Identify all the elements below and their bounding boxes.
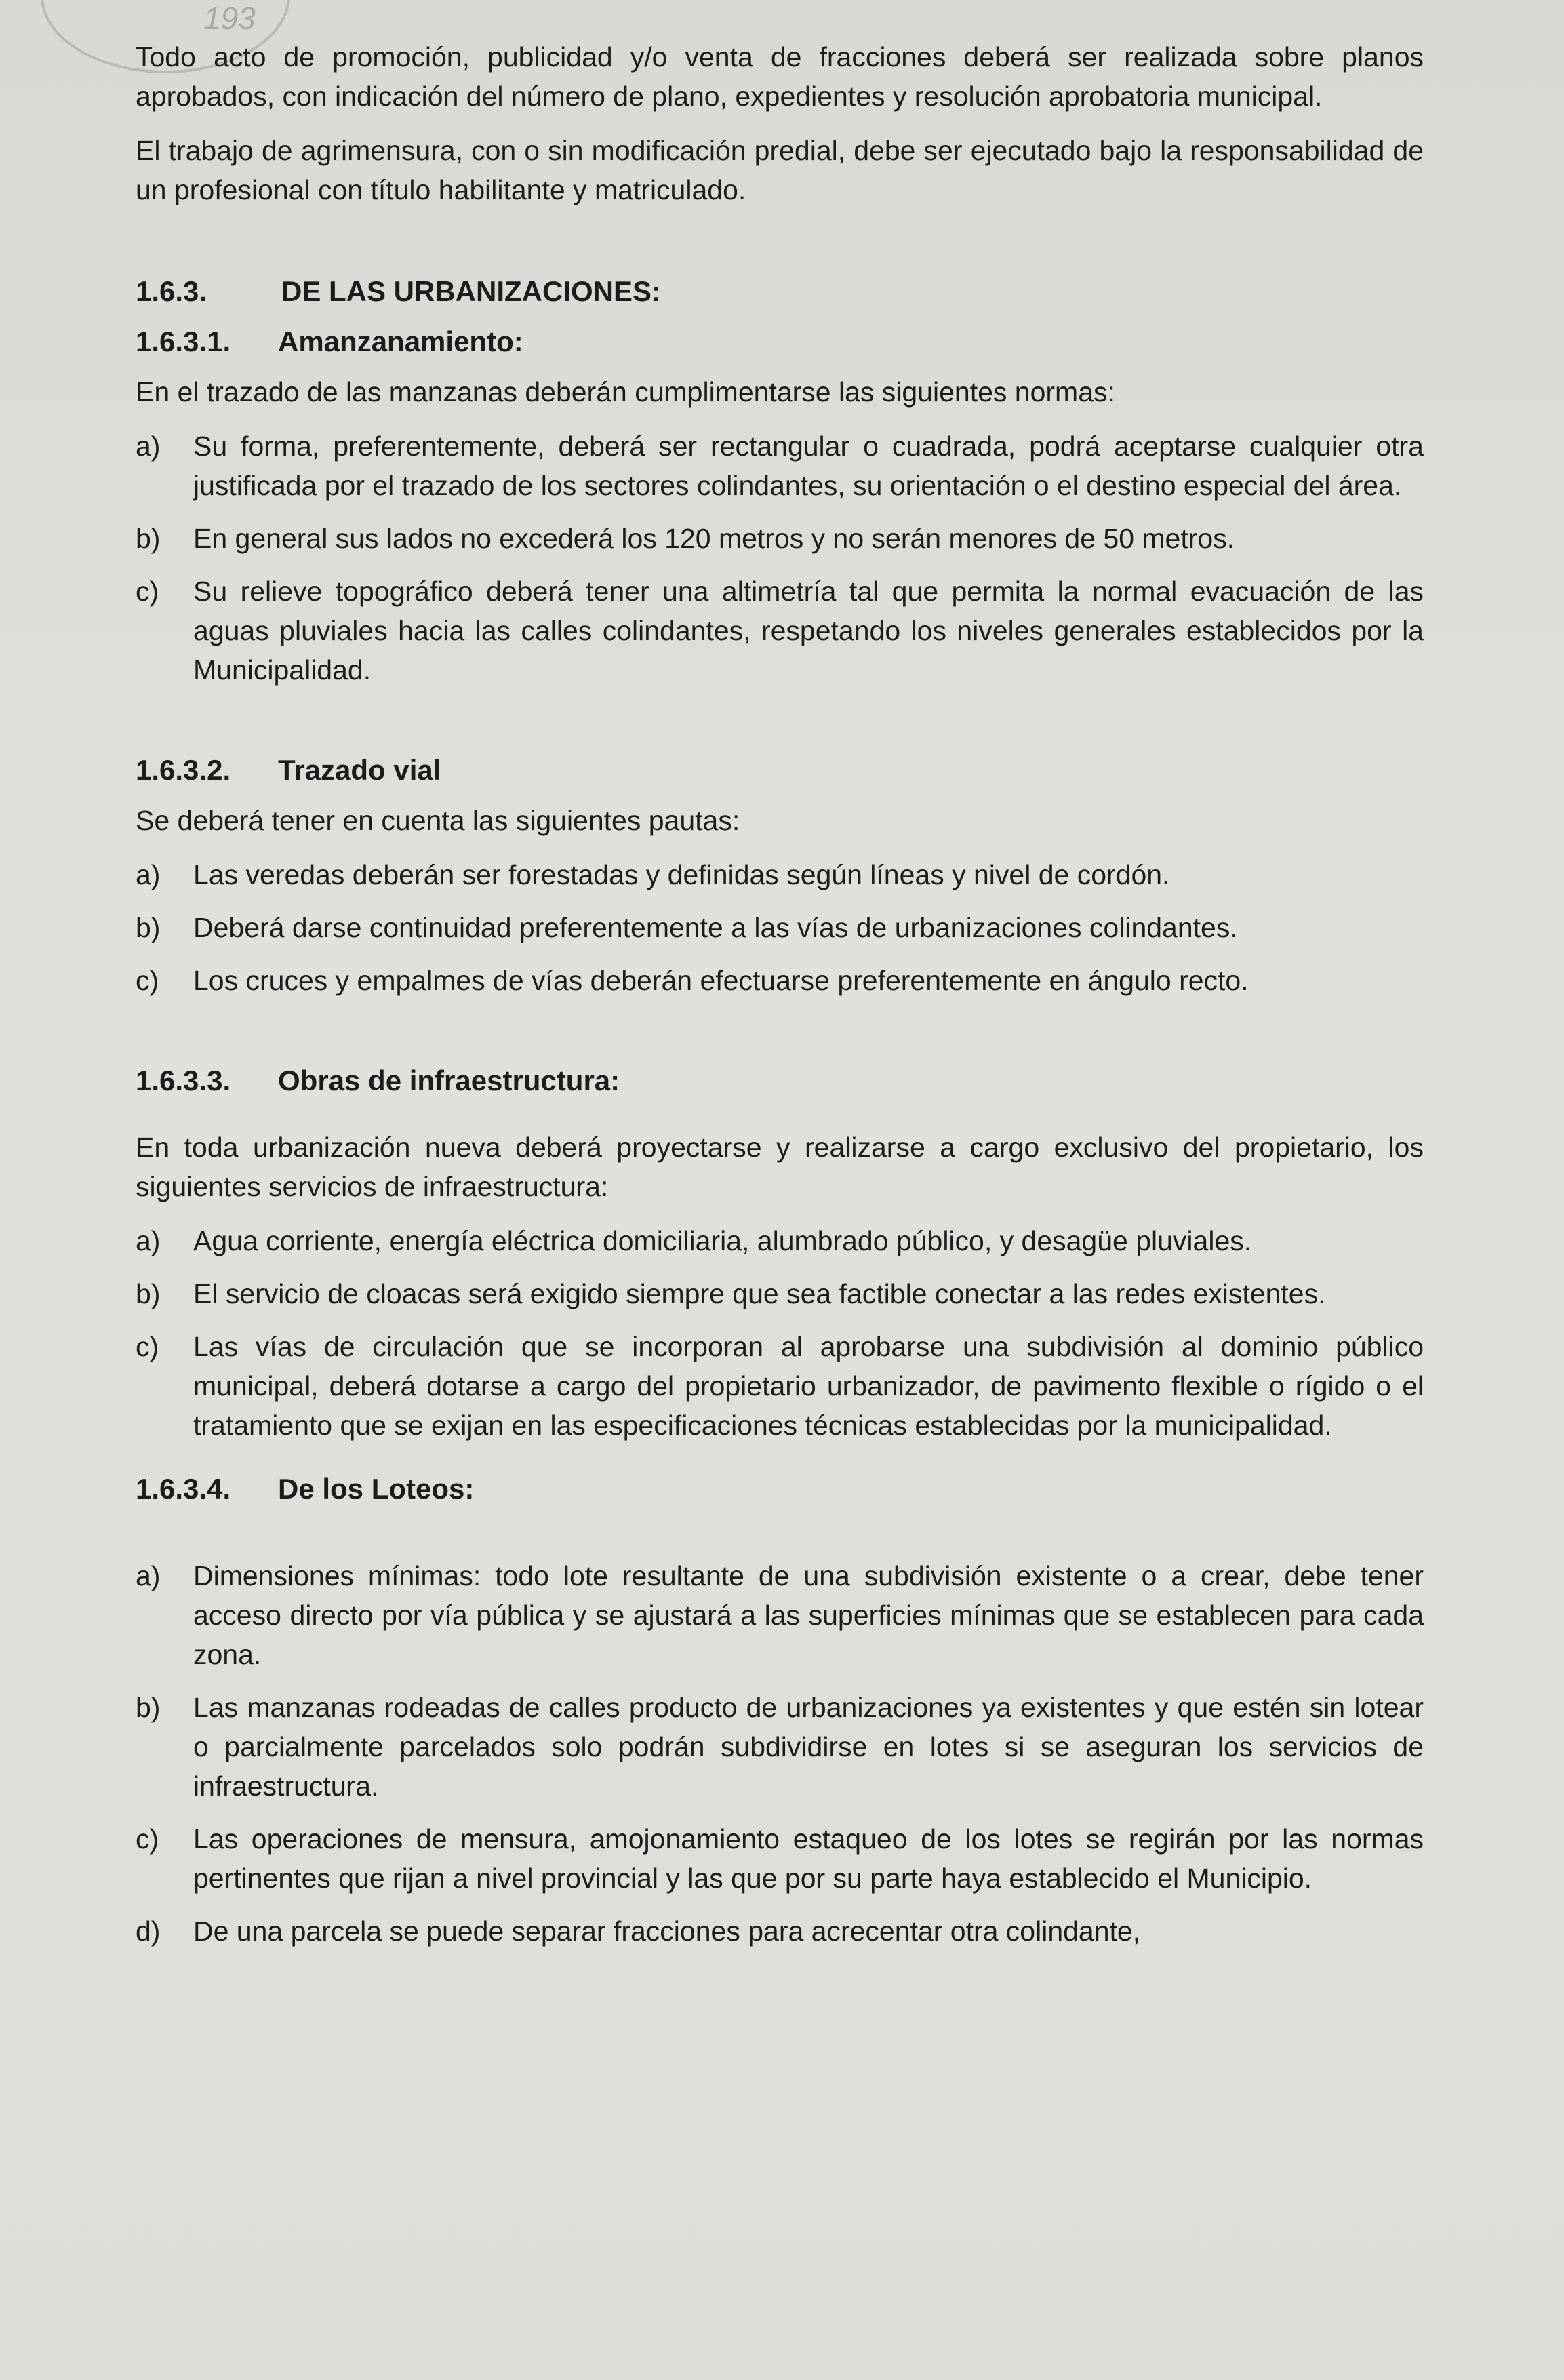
list-marker: d) xyxy=(136,1916,161,1947)
intro-paragraph-2: El trabajo de agrimensura, con o sin modificación predial, debe ser ejecutado bajo la responsabilidad de un profesional con título habilitante y matriculado. xyxy=(136,135,1424,205)
list-marker: a) xyxy=(136,1225,161,1256)
list-marker: c) xyxy=(136,965,159,996)
list-item xyxy=(136,1688,1424,1806)
list-item xyxy=(136,519,1424,558)
subsection-1-intro: En el trazado de las manzanas deberán cumplimentarse las siguientes normas: xyxy=(136,376,1115,408)
subsection-number: 1.6.3.1. xyxy=(136,325,231,357)
list-item xyxy=(136,1819,1424,1898)
subsection-title: De los Loteos: xyxy=(278,1473,475,1505)
list-text: Deberá darse continuidad preferentemente a las vías de urbanizaciones colindantes. xyxy=(193,912,1238,943)
list-marker: b) xyxy=(136,1278,161,1309)
list-marker: b) xyxy=(136,523,161,554)
list-text: En general sus lados no excederá los 120 metros y no serán menores de 50 metros. xyxy=(193,523,1235,554)
subsection-3-list xyxy=(136,1221,1424,1445)
list-text: De una parcela se puede separar fracciones para acrecentar otra colindante, xyxy=(193,1916,1141,1947)
list-marker: a) xyxy=(136,859,161,890)
subsection-heading-2 xyxy=(136,751,1424,790)
subsection-1-list xyxy=(136,427,1424,690)
list-item xyxy=(136,855,1424,894)
section-heading xyxy=(136,272,1424,311)
intro-paragraph-1: Todo acto de promoción, publicidad y/o venta de fracciones deberá ser realizada sobre planos aprobados, con indicación del número de plano, expedientes y resolución aprobatoria municipal. xyxy=(136,41,1424,112)
list-text: Las veredas deberán ser forestadas y definidas según líneas y nivel de cordón. xyxy=(193,859,1170,890)
list-item xyxy=(136,572,1424,690)
list-item xyxy=(136,961,1424,1000)
list-marker: b) xyxy=(136,912,161,943)
subsection-heading-3 xyxy=(136,1061,1424,1100)
subsection-number: 1.6.3.3. xyxy=(136,1065,231,1096)
list-marker: b) xyxy=(136,1692,161,1723)
list-text: Agua corriente, energía eléctrica domiciliaria, alumbrado público, y desagüe pluviales. xyxy=(193,1225,1252,1256)
subsection-title: Trazado vial xyxy=(278,754,441,786)
subsection-2-intro: Se deberá tener en cuenta las siguientes pautas: xyxy=(136,805,740,836)
list-marker: a) xyxy=(136,1560,161,1591)
section-number: 1.6.3. xyxy=(136,275,207,307)
list-marker: c) xyxy=(136,1331,159,1362)
list-item xyxy=(136,908,1424,947)
subsection-number: 1.6.3.2. xyxy=(136,754,231,786)
list-item xyxy=(136,1274,1424,1313)
list-text: Las operaciones de mensura, amojonamiento estaqueo de los lotes se regirán por las normas pertinentes que rijan a nivel provincial y las que por su parte haya establecido el Municipio. xyxy=(193,1823,1424,1894)
list-text: Las manzanas rodeadas de calles producto de urbanizaciones ya existentes y que estén sin lotear o parcialmente parcelados solo podrán subdividirse en lotes si se aseguran los servicios de infraestructura. xyxy=(193,1692,1424,1802)
list-marker: c) xyxy=(136,1823,159,1855)
list-text: Su relieve topográfico deberá tener una altimetría tal que permita la normal evacuación de las aguas pluviales hacia las calles colindantes, respetando los niveles generales establecidos por la Municipalidad. xyxy=(193,576,1424,686)
list-item xyxy=(136,1327,1424,1445)
section-title: DE LAS URBANIZACIONES: xyxy=(281,275,662,307)
subsection-heading-1 xyxy=(136,322,1424,361)
document-body xyxy=(136,37,1424,1964)
list-text: Dimensiones mínimas: todo lote resultante de una subdivisión existente o a crear, debe tener acceso directo por vía pública y se ajustará a las superficies mínimas que se establecen para cada zona. xyxy=(193,1560,1424,1670)
list-marker: c) xyxy=(136,576,159,607)
subsection-number: 1.6.3.4. xyxy=(136,1473,231,1505)
list-item xyxy=(136,427,1424,505)
page-number: 193 xyxy=(203,1,256,36)
list-marker: a) xyxy=(136,431,161,462)
list-text: Los cruces y empalmes de vías deberán efectuarse preferentemente en ángulo recto. xyxy=(193,965,1249,996)
subsection-title: Amanzanamiento: xyxy=(278,325,523,357)
list-text: El servicio de cloacas será exigido siempre que sea factible conectar a las redes existentes. xyxy=(193,1278,1326,1309)
list-text: Las vías de circulación que se incorporan al aprobarse una subdivisión al dominio público municipal, deberá dotarse a cargo del propietario urbanizador, de pavimento flexible o rígido o el tratamiento que se exijan en las especificaciones técnicas establecidas por la municipalidad. xyxy=(193,1331,1424,1441)
list-item xyxy=(136,1556,1424,1674)
list-text: Su forma, preferentemente, deberá ser rectangular o cuadrada, podrá aceptarse cualquier otra justificada por el trazado de los sectores colindantes, su orientación o el destino especial del área. xyxy=(193,431,1424,501)
subsection-4-list xyxy=(136,1556,1424,1951)
list-item xyxy=(136,1911,1424,1951)
subsection-title: Obras de infraestructura: xyxy=(278,1065,620,1096)
subsection-heading-4 xyxy=(136,1469,1424,1509)
subsection-2-list xyxy=(136,855,1424,1000)
subsection-3-intro: En toda urbanización nueva deberá proyectarse y realizarse a cargo exclusivo del propietario, los siguientes servicios de infraestructura: xyxy=(136,1132,1424,1202)
list-item xyxy=(136,1221,1424,1261)
